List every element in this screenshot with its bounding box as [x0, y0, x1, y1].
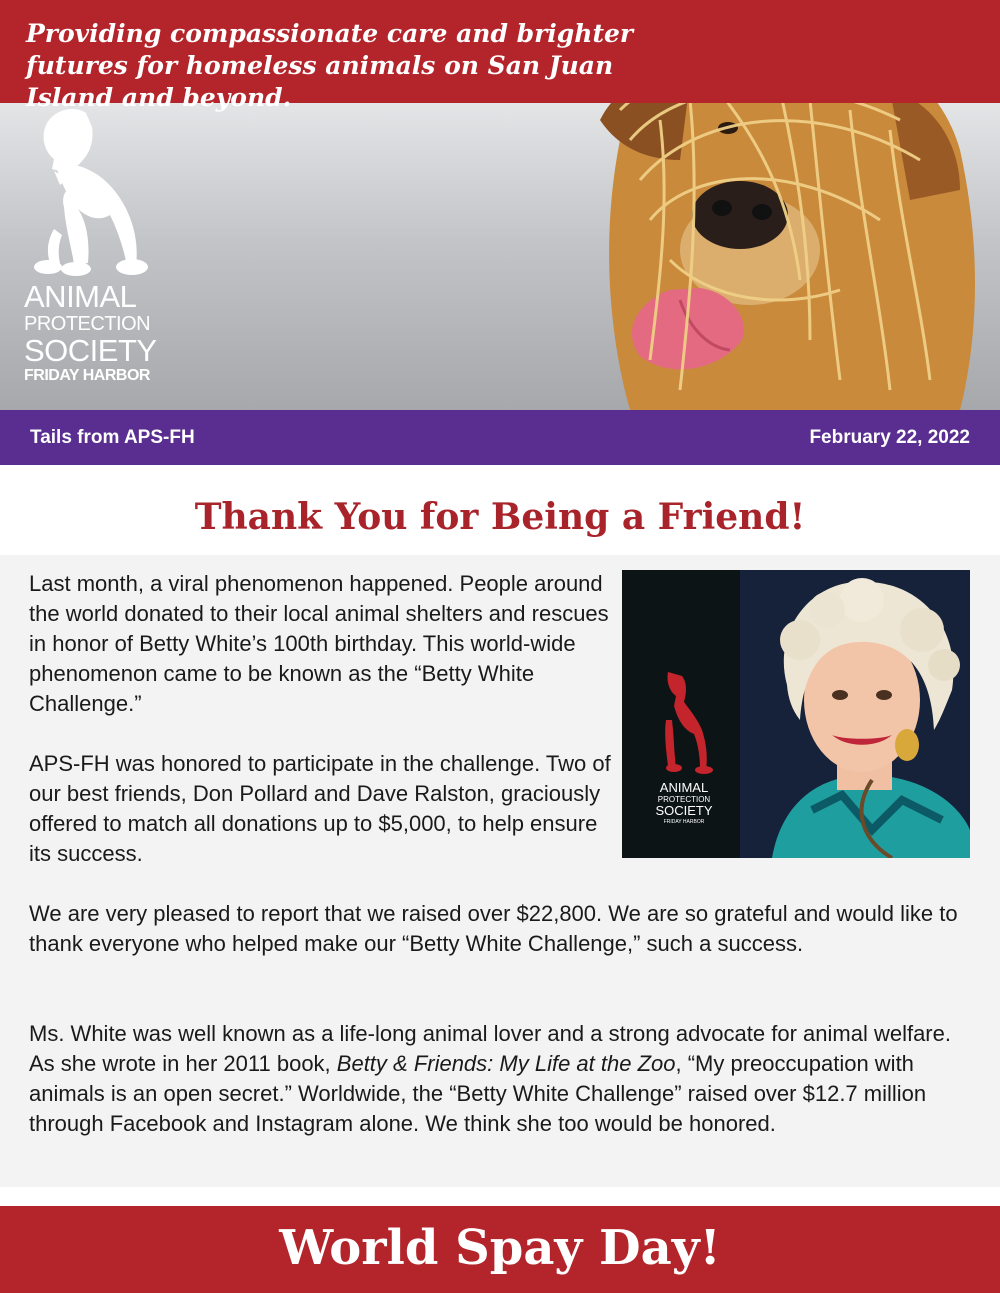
newsletter-name: Tails from APS-FH — [30, 427, 195, 448]
logo-line-society: SOCIETY — [24, 333, 157, 368]
dog-with-spaghetti-photo — [560, 103, 1000, 410]
photo-logo-line-protection: PROTECTION — [657, 795, 711, 804]
aps-logo[interactable] — [24, 103, 164, 403]
book-title: Betty & Friends: My Life at the Zoo — [336, 1051, 676, 1076]
article-paragraph: APS-FH was honored to participate in the challenge. Two of our best friends, Don Pollard and Dave Ralston, graciously offered to match all donations up to $5,000, to help ensure its success. — [29, 751, 611, 866]
tagline: Providing compassionate care and brighter futures for homeless animals on San Juan Island and beyond. — [26, 19, 634, 112]
section-title-world-spay-day: World Spay Day! — [279, 1220, 721, 1276]
dog-cat-silhouette-icon — [24, 103, 164, 278]
issue-date: February 22, 2022 — [809, 427, 970, 448]
photo-logo-line-society: SOCIETY — [655, 803, 713, 818]
article-body — [0, 555, 1000, 1187]
article-title: Thank You for Being a Friend! — [194, 496, 806, 538]
photo-logo-line-friday-harbor: FRIDAY HARBOR — [663, 819, 705, 825]
photo-logo-line-animal: ANIMAL — [659, 780, 709, 795]
paragraph-text: Ms. White was well known as a life-long animal lover and a strong advocate for animal welfare. As she wrote in her 2011 book, — [29, 1021, 951, 1076]
logo-line-animal: ANIMAL — [24, 279, 137, 314]
logo-line-friday-harbor: FRIDAY HARBOR — [24, 367, 150, 384]
article-paragraph: We are very pleased to report that we raised over $22,800. We are so grateful and would like to thank everyone who helped make our “Betty White Challenge,” such a success. — [29, 901, 958, 956]
article-paragraph — [29, 1019, 969, 1139]
paragraph-text: , “My preoccupation with animals is an open secret.” Worldwide, the “Betty White Challenge” raised over $12.7 million through Facebook and Instagram alone. We think she too would be honored. — [29, 1051, 927, 1136]
logo-line-protection: PROTECTION — [24, 313, 151, 335]
article-paragraph: Last month, a viral phenomenon happened. People around the world donated to their local animal shelters and rescues in honor of Betty White’s 100th birthday. This world-wide phenomenon came to be known as the “Betty White Challenge.” — [29, 571, 609, 716]
hero-banner — [0, 103, 1000, 410]
betty-white-photo — [622, 570, 970, 858]
issue-bar — [0, 410, 1000, 465]
logo-wordmark — [24, 281, 157, 384]
